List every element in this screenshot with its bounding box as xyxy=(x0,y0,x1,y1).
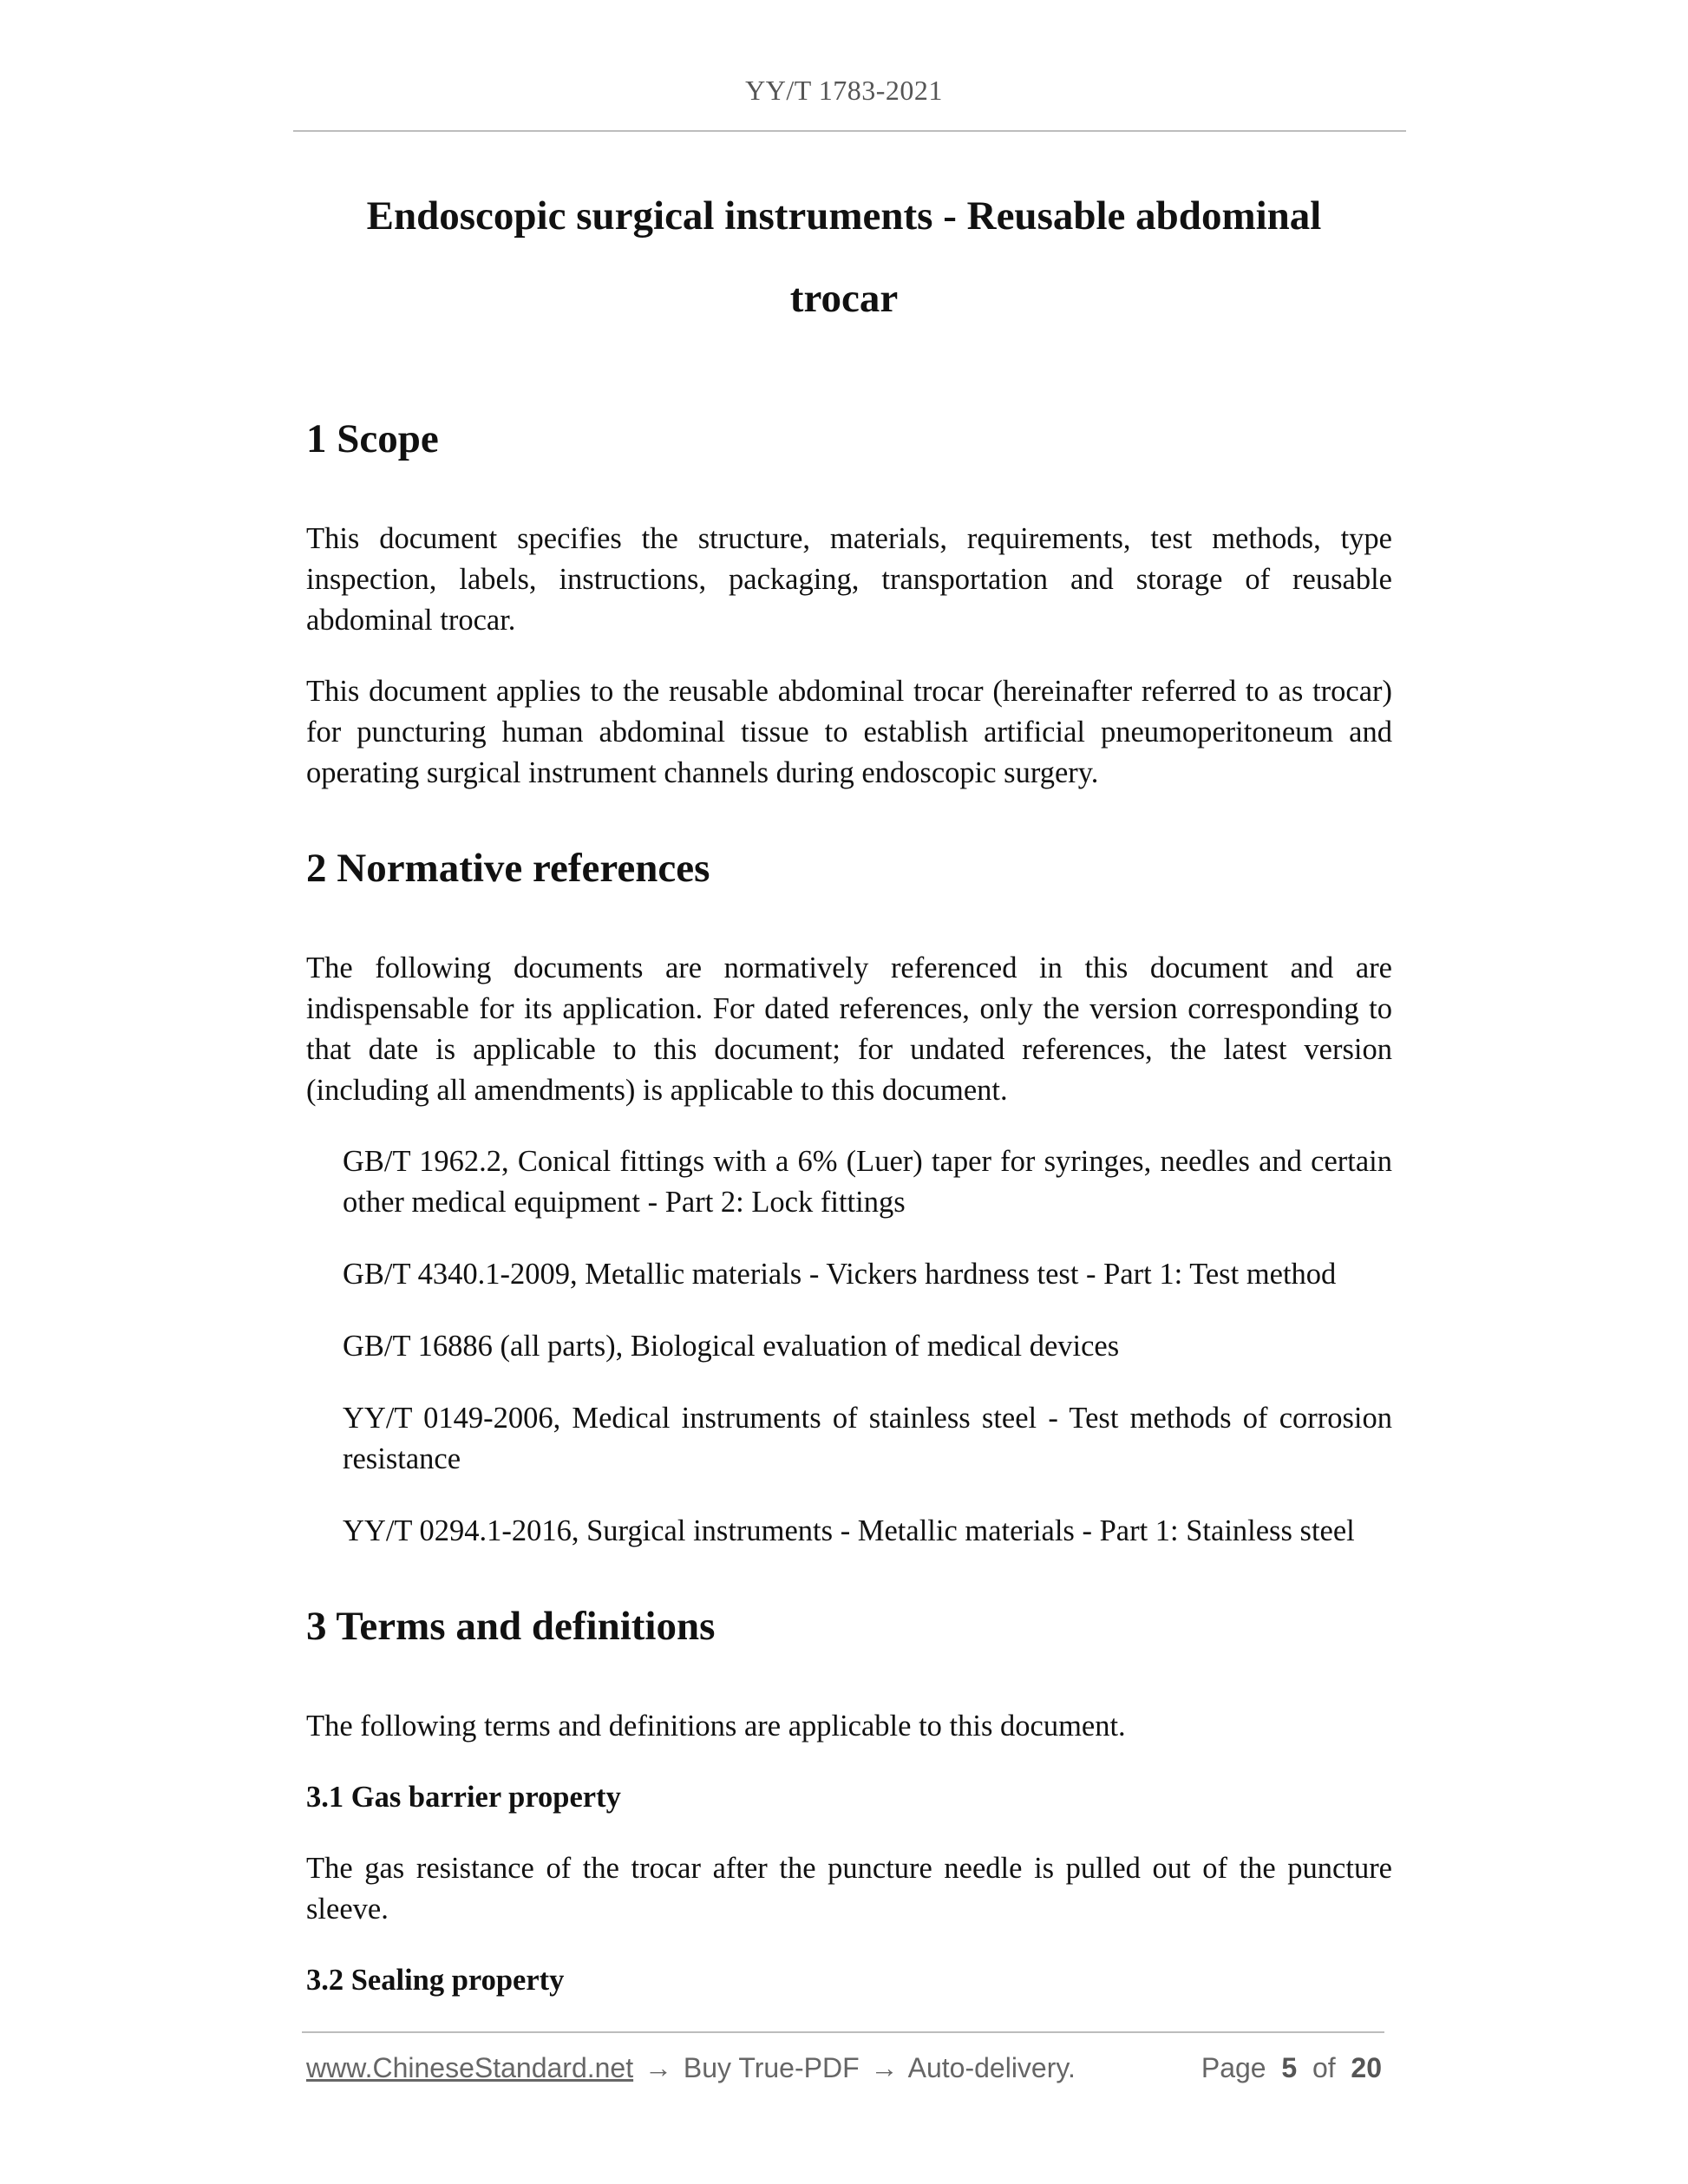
page-label: Page xyxy=(1201,2052,1266,2083)
arrow-right-icon: → xyxy=(644,2052,672,2083)
footer-divider xyxy=(302,2031,1384,2033)
standard-code-header: YY/T 1783-2021 xyxy=(745,75,943,106)
document-title xyxy=(260,175,1428,340)
section-heading-scope: 1 Scope xyxy=(306,416,439,461)
section-heading-terms: 3 Terms and definitions xyxy=(306,1604,716,1649)
total-pages: 20 xyxy=(1351,2052,1382,2083)
current-page: 5 xyxy=(1281,2052,1298,2083)
term-definition-gas-barrier: The gas resistance of the trocar after the puncture needle is pulled out of the puncture sleeve. xyxy=(306,1852,1392,1926)
references-intro-paragraph: The following documents are normatively referenced in this document and are indispensable for its application. For dated references, only the version corresponding to that date is applicable to this document; for undated references, the latest version (including all amendments) is applicable to this document. xyxy=(306,951,1392,1107)
reference-item: YY/T 0149-2006, Medical instruments of stainless steel - Test methods of corrosion resistance xyxy=(343,1402,1392,1475)
reference-item: GB/T 16886 (all parts), Biological evaluation of medical devices xyxy=(343,1330,1120,1363)
of-label: of xyxy=(1312,2052,1336,2083)
reference-item: YY/T 0294.1-2016, Surgical instruments - Metallic materials - Part 1: Stainless steel xyxy=(343,1514,1355,1547)
title-line-2: trocar xyxy=(789,276,899,321)
footer-promo xyxy=(306,2052,1076,2084)
term-heading-gas-barrier: 3.1 Gas barrier property xyxy=(306,1781,621,1814)
header-divider xyxy=(293,130,1406,132)
term-heading-sealing: 3.2 Sealing property xyxy=(306,1964,565,1997)
reference-item: GB/T 1962.2, Conical fittings with a 6% (Luer) taper for syringes, needles and certain other medical equipment - Part 2: Lock fittings xyxy=(343,1145,1392,1219)
title-line-1: Endoscopic surgical instruments - Reusable abdominal xyxy=(366,193,1322,239)
page-number xyxy=(1201,2052,1382,2084)
site-link[interactable]: www.ChineseStandard.net xyxy=(306,2052,634,2083)
document-body xyxy=(306,413,1392,2001)
arrow-right-icon: → xyxy=(870,2052,899,2083)
scope-paragraph-1: This document specifies the structure, materials, requirements, test methods, type inspection, labels, instructions, packaging, transportation and storage of reusable abdominal trocar. xyxy=(306,522,1392,637)
buy-true-pdf-text: Buy True-PDF xyxy=(683,2052,860,2083)
scope-paragraph-2: This document applies to the reusable abdominal trocar (hereinafter referred to as trocar) for puncturing human abdominal tissue to establish artificial pneumoperitoneum and operating surgical instrument channels during endoscopic surgery. xyxy=(306,675,1392,789)
auto-delivery-text: Auto-delivery. xyxy=(907,2052,1076,2083)
reference-item: GB/T 4340.1-2009, Metallic materials - Vickers hardness test - Part 1: Test method xyxy=(343,1258,1337,1291)
terms-intro-paragraph: The following terms and definitions are applicable to this document. xyxy=(306,1710,1126,1743)
section-heading-normative-references: 2 Normative references xyxy=(306,846,710,891)
